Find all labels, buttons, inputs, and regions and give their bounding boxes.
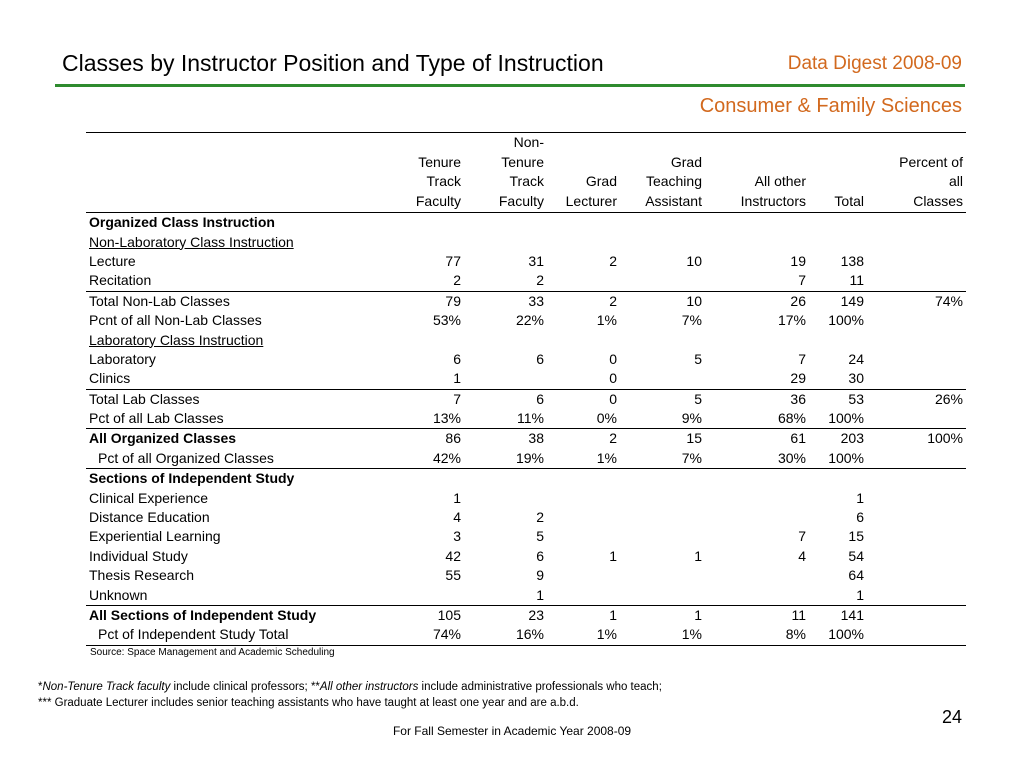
table-cell: 53% — [432, 312, 461, 329]
table-cell — [620, 469, 705, 489]
table-cell: 1 — [609, 547, 617, 564]
table-cell — [620, 330, 705, 349]
table-cell — [620, 585, 705, 605]
table-cell: 10 — [620, 291, 705, 311]
table-cell — [705, 330, 809, 349]
table-cell: 2 — [609, 252, 617, 269]
row-label: All Sections of Independent Study — [86, 605, 378, 625]
table-cell: 2 — [547, 429, 620, 449]
table-row — [86, 213, 966, 233]
table-cell: 86 — [378, 429, 464, 449]
table-cell — [620, 488, 705, 507]
table-cell: 7 — [378, 389, 464, 409]
table-row — [86, 429, 966, 449]
table-cell: 3 — [453, 528, 461, 545]
table-cell: 22% — [515, 312, 544, 329]
table-cell — [705, 488, 809, 507]
table-row — [86, 350, 966, 369]
table-cell: 100% — [828, 312, 864, 329]
classes-table — [86, 132, 966, 646]
footnote-1: *Non-Tenure Track faculty include clinical professors; **All other instructors include administrative professionals who teach; — [38, 681, 662, 693]
table-cell: 1 — [856, 586, 864, 603]
table-cell: 203 — [809, 429, 867, 449]
table-row — [86, 527, 966, 546]
table-cell: 11% — [517, 410, 544, 427]
table-cell: 1 — [453, 489, 461, 506]
table-cell: 1 — [453, 370, 461, 387]
table-cell: 6 — [464, 389, 547, 409]
table-cell: 26 — [705, 291, 809, 311]
table-cell — [705, 585, 809, 605]
table-cell — [705, 213, 809, 233]
row-label: Experiential Learning — [89, 528, 221, 545]
table-cell — [705, 508, 809, 527]
table-cell: 149 — [809, 291, 867, 311]
table-cell — [547, 585, 620, 605]
col-header-total: Total — [834, 192, 864, 209]
table-row — [86, 252, 966, 271]
table-cell — [464, 213, 547, 233]
row-label: Clinics — [89, 370, 131, 387]
table-cell — [378, 469, 464, 489]
table-cell: 0 — [609, 350, 617, 367]
table-row — [86, 369, 966, 389]
table-cell — [464, 488, 547, 507]
table-cell: 19 — [790, 252, 806, 269]
table-cell: 6 — [856, 509, 864, 526]
table-cell: 17% — [777, 312, 806, 329]
table-cell: 9% — [681, 410, 702, 427]
row-label: Distance Education — [89, 509, 210, 526]
table-cell — [867, 605, 966, 625]
page-title: Classes by Instructor Position and Type of Instruction — [62, 50, 604, 76]
table-row — [86, 291, 966, 311]
department-label: Consumer & Family Sciences — [699, 95, 962, 117]
row-label: Pcnt of all Non-Lab Classes — [89, 312, 262, 329]
table-row — [86, 232, 966, 251]
table-cell: 6 — [536, 547, 544, 564]
row-label: Organized Class Instruction — [89, 214, 275, 231]
row-label: Total Lab Classes — [86, 389, 378, 409]
title-divider — [55, 84, 965, 87]
table-cell: 2 — [453, 272, 461, 289]
table-cell: 6 — [453, 350, 461, 367]
table-cell: 61 — [705, 429, 809, 449]
col-header-tenure: Tenure Track Faculty — [415, 153, 461, 209]
row-label: Recitation — [89, 272, 152, 289]
table-cell: 30% — [705, 449, 809, 469]
table-cell — [620, 566, 705, 585]
table-cell — [809, 469, 867, 489]
row-label: Pct of all Lab Classes — [89, 410, 224, 427]
table-cell — [547, 232, 620, 251]
col-header-grad-ta: Grad Teaching Assistant — [645, 153, 702, 209]
table-cell — [620, 213, 705, 233]
table-cell: 19% — [464, 449, 547, 469]
table-cell: 15 — [620, 429, 705, 449]
table-cell: 0% — [596, 410, 617, 427]
table-cell — [809, 213, 867, 233]
table-cell: 5 — [620, 389, 705, 409]
table-cell: 33 — [464, 291, 547, 311]
table-cell: 6 — [536, 350, 544, 367]
table-cell: 7 — [798, 528, 806, 545]
table-cell — [867, 508, 966, 527]
table-cell: 1% — [547, 449, 620, 469]
table-cell — [867, 369, 966, 389]
table-cell: 29 — [790, 370, 806, 387]
row-label: Lecture — [89, 252, 136, 269]
table-row — [86, 488, 966, 507]
table-cell: 9 — [536, 567, 544, 584]
table-cell: 100% — [809, 625, 867, 645]
table-cell: 11 — [705, 605, 809, 625]
table-cell: 7 — [798, 350, 806, 367]
table-cell: 1 — [547, 605, 620, 625]
table-cell — [547, 271, 620, 291]
table-cell — [867, 527, 966, 546]
table-cell — [378, 330, 464, 349]
table-cell: 13% — [432, 410, 461, 427]
table-cell — [464, 469, 547, 489]
table-cell — [620, 369, 705, 389]
table-cell: 7% — [620, 449, 705, 469]
digest-label: Data Digest 2008-09 — [787, 53, 962, 74]
table-cell: 2 — [547, 291, 620, 311]
row-label: All Organized Classes — [86, 429, 378, 449]
col-header-non-tenure: Non- Tenure Track Faculty — [498, 134, 544, 209]
table-cell — [705, 232, 809, 251]
table-row — [86, 409, 966, 429]
table-cell: 23 — [464, 605, 547, 625]
col-header-grad-lecturer: Grad Lecturer — [565, 173, 617, 209]
table-cell: 53 — [809, 389, 867, 409]
table-cell: 1% — [547, 625, 620, 645]
table-cell: 8% — [705, 625, 809, 645]
header-label-cell — [86, 133, 378, 213]
row-label: Unknown — [89, 586, 148, 603]
row-label: Thesis Research — [89, 567, 195, 584]
row-label: Laboratory Class Instruction — [89, 331, 264, 348]
table-cell — [620, 527, 705, 546]
row-label: Non-Laboratory Class Instruction — [89, 233, 294, 250]
table-cell: 100% — [809, 449, 867, 469]
table-row — [86, 330, 966, 349]
col-header-percent: Percent of all Classes — [899, 153, 963, 209]
table-cell: 141 — [809, 605, 867, 625]
table-row — [86, 605, 966, 625]
table-row — [86, 625, 966, 645]
table-cell — [809, 330, 867, 349]
table-cell — [705, 469, 809, 489]
table-cell — [867, 566, 966, 585]
table-row — [86, 389, 966, 409]
table-cell: 0 — [609, 370, 617, 387]
table-cell — [547, 469, 620, 489]
table-cell: 138 — [840, 252, 864, 269]
table-cell: 74% — [378, 625, 464, 645]
table-cell — [464, 330, 547, 349]
table-cell — [464, 232, 547, 251]
table-cell — [620, 271, 705, 291]
table-cell: 1 — [536, 586, 544, 603]
table-header — [86, 133, 966, 213]
table-cell — [867, 330, 966, 349]
table-cell — [547, 330, 620, 349]
table-cell: 36 — [705, 389, 809, 409]
table-row — [86, 469, 966, 489]
table-cell — [378, 232, 464, 251]
table-cell: 31 — [528, 252, 544, 269]
table-cell — [547, 213, 620, 233]
table-cell: 11 — [849, 272, 864, 289]
table-cell — [867, 213, 966, 233]
table-cell — [867, 625, 966, 645]
table-cell: 2 — [536, 509, 544, 526]
table-cell: 42 — [445, 547, 461, 564]
table-cell: 7 — [798, 272, 806, 289]
table-cell: 4 — [453, 509, 461, 526]
table-cell — [378, 213, 464, 233]
row-label: Pct of Independent Study Total — [86, 625, 378, 645]
table-cell: 79 — [378, 291, 464, 311]
table-row — [86, 449, 966, 469]
row-label: Individual Study — [89, 547, 188, 564]
table-cell — [620, 508, 705, 527]
row-label: Pct of all Organized Classes — [86, 449, 378, 469]
table-cell: 68% — [777, 410, 806, 427]
table-cell: 30 — [848, 370, 864, 387]
table-cell: 64 — [848, 567, 864, 584]
table-cell — [547, 566, 620, 585]
table-cell: 5 — [694, 350, 702, 367]
table-cell — [620, 232, 705, 251]
table-cell — [378, 585, 464, 605]
table-row — [86, 271, 966, 291]
table-cell: 1 — [620, 605, 705, 625]
table-cell — [867, 271, 966, 291]
table-cell: 100% — [867, 429, 966, 449]
source-note: Source: Space Management and Academic Scheduling — [90, 647, 335, 658]
table-row — [86, 508, 966, 527]
table-cell — [867, 585, 966, 605]
table-cell: 24 — [848, 350, 864, 367]
table-cell: 2 — [536, 272, 544, 289]
table-cell: 5 — [536, 528, 544, 545]
table-cell — [547, 488, 620, 507]
table-cell: 7% — [681, 312, 702, 329]
footnote-2: *** Graduate Lecturer includes senior teaching assistants who have taught at least one year and are a.b.d. — [38, 697, 579, 709]
table-row — [86, 566, 966, 585]
table-cell: 1 — [856, 489, 864, 506]
table-cell: 15 — [848, 528, 864, 545]
table-cell — [867, 488, 966, 507]
table-cell: 1% — [620, 625, 705, 645]
table-cell — [867, 311, 966, 330]
table-cell: 42% — [378, 449, 464, 469]
table-row — [86, 311, 966, 330]
table-cell — [867, 469, 966, 489]
table-cell: 10 — [686, 252, 702, 269]
table-cell: 1 — [694, 547, 702, 564]
table-cell — [867, 409, 966, 429]
table-cell: 105 — [378, 605, 464, 625]
col-header-other: All other Instructors — [740, 173, 806, 209]
table-cell: 55 — [445, 567, 461, 584]
table-cell: 77 — [445, 252, 461, 269]
table-row — [86, 547, 966, 566]
table-cell: 4 — [798, 547, 806, 564]
table-body — [86, 213, 966, 646]
table-cell — [867, 252, 966, 271]
table-cell — [867, 350, 966, 369]
table-cell — [464, 369, 547, 389]
table-cell — [867, 449, 966, 469]
table-cell: 0 — [547, 389, 620, 409]
table-cell: 26% — [867, 389, 966, 409]
row-label: Sections of Independent Study — [89, 470, 295, 487]
table-row — [86, 585, 966, 605]
table-cell: 16% — [464, 625, 547, 645]
table-cell: 1% — [596, 312, 617, 329]
row-label: Total Non-Lab Classes — [86, 291, 378, 311]
table-cell: 38 — [464, 429, 547, 449]
row-label: Laboratory — [89, 350, 156, 367]
table-cell — [705, 566, 809, 585]
table-cell — [809, 232, 867, 251]
table-cell: 54 — [848, 547, 864, 564]
page-number: 24 — [941, 707, 962, 727]
table-cell: 100% — [828, 410, 864, 427]
table-cell — [867, 547, 966, 566]
table-cell: 74% — [867, 291, 966, 311]
table-cell — [547, 508, 620, 527]
table-cell — [547, 527, 620, 546]
bottom-note: For Fall Semester in Academic Year 2008-09 — [392, 724, 632, 738]
table-cell — [867, 232, 966, 251]
row-label: Clinical Experience — [89, 489, 209, 506]
